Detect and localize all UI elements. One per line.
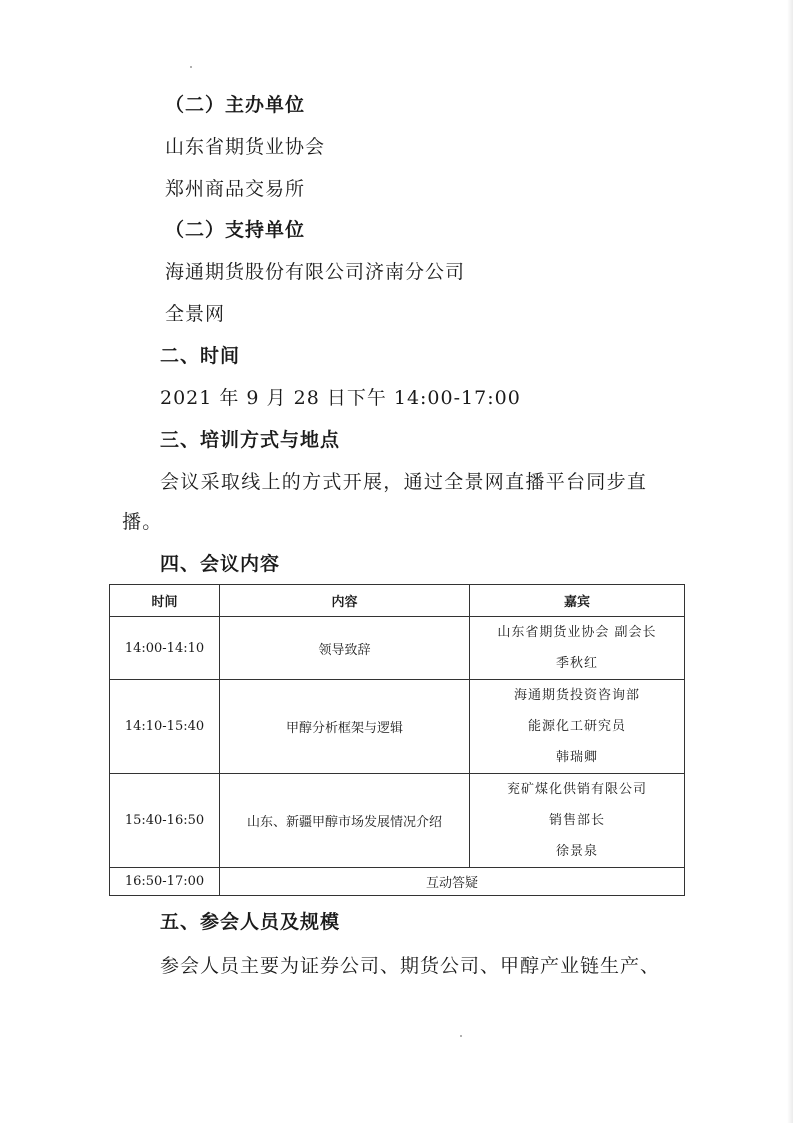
time-value: 2021 年 9 月 28 日下午 14:00-17:00 — [160, 387, 521, 409]
row-time: 14:00-14:10 — [110, 617, 220, 680]
guest-line: 兖矿煤化供销有限公司 — [506, 782, 647, 797]
guest-line: 销售部长 — [548, 813, 605, 828]
row-content: 甲醇分析框架与逻辑 — [220, 680, 470, 774]
time-heading: 二、时间 — [160, 345, 241, 367]
guest-line: 季秋红 — [555, 656, 598, 671]
table-row — [110, 868, 685, 896]
header-guest: 嘉宾 — [470, 585, 685, 617]
guest-line: 徐景泉 — [555, 844, 598, 859]
header-time: 时间 — [110, 585, 220, 617]
row-content: 山东、新疆甲醇市场发展情况介绍 — [220, 774, 470, 868]
table-row — [110, 617, 685, 680]
content-heading: 四、会议内容 — [160, 553, 281, 575]
row-guest — [470, 680, 685, 774]
table-row — [110, 774, 685, 868]
guest-line: 海通期货投资咨询部 — [513, 688, 640, 703]
organizer-item-1: 山东省期货业协会 — [165, 136, 326, 158]
support-item-2: 全景网 — [165, 303, 226, 325]
row-content: 互动答疑 — [220, 868, 685, 896]
table-row — [110, 680, 685, 774]
organizer-heading: （二）主办单位 — [165, 94, 306, 116]
row-guest — [470, 617, 685, 680]
guest-line: 能源化工研究员 — [527, 719, 626, 734]
agenda-header-row — [110, 585, 685, 617]
row-time: 16:50-17:00 — [110, 868, 220, 896]
support-item-1: 海通期货股份有限公司济南分公司 — [165, 261, 466, 283]
row-time: 15:40-16:50 — [110, 774, 220, 868]
row-content: 领导致辞 — [220, 617, 470, 680]
participants-text: 参会人员主要为证券公司、期货公司、甲醇产业链生产、 — [160, 955, 661, 977]
guest-line: 韩瑞卿 — [555, 750, 598, 765]
guest-line: 山东省期货业协会 副会长 — [497, 625, 657, 640]
scan-speck — [190, 66, 192, 68]
organizer-item-2: 郑州商品交易所 — [165, 178, 306, 200]
scan-edge — [787, 0, 793, 1123]
row-time: 14:10-15:40 — [110, 680, 220, 774]
scan-speck — [460, 1035, 462, 1037]
format-heading: 三、培训方式与地点 — [160, 429, 341, 451]
support-heading: （二）支持单位 — [165, 219, 306, 241]
format-paragraph: 会议采取线上的方式开展，通过全景网直播平台同步直播。 — [122, 471, 648, 533]
participants-heading: 五、参会人员及规模 — [160, 911, 341, 933]
agenda-table — [109, 584, 685, 896]
header-content: 内容 — [220, 585, 470, 617]
row-guest — [470, 774, 685, 868]
